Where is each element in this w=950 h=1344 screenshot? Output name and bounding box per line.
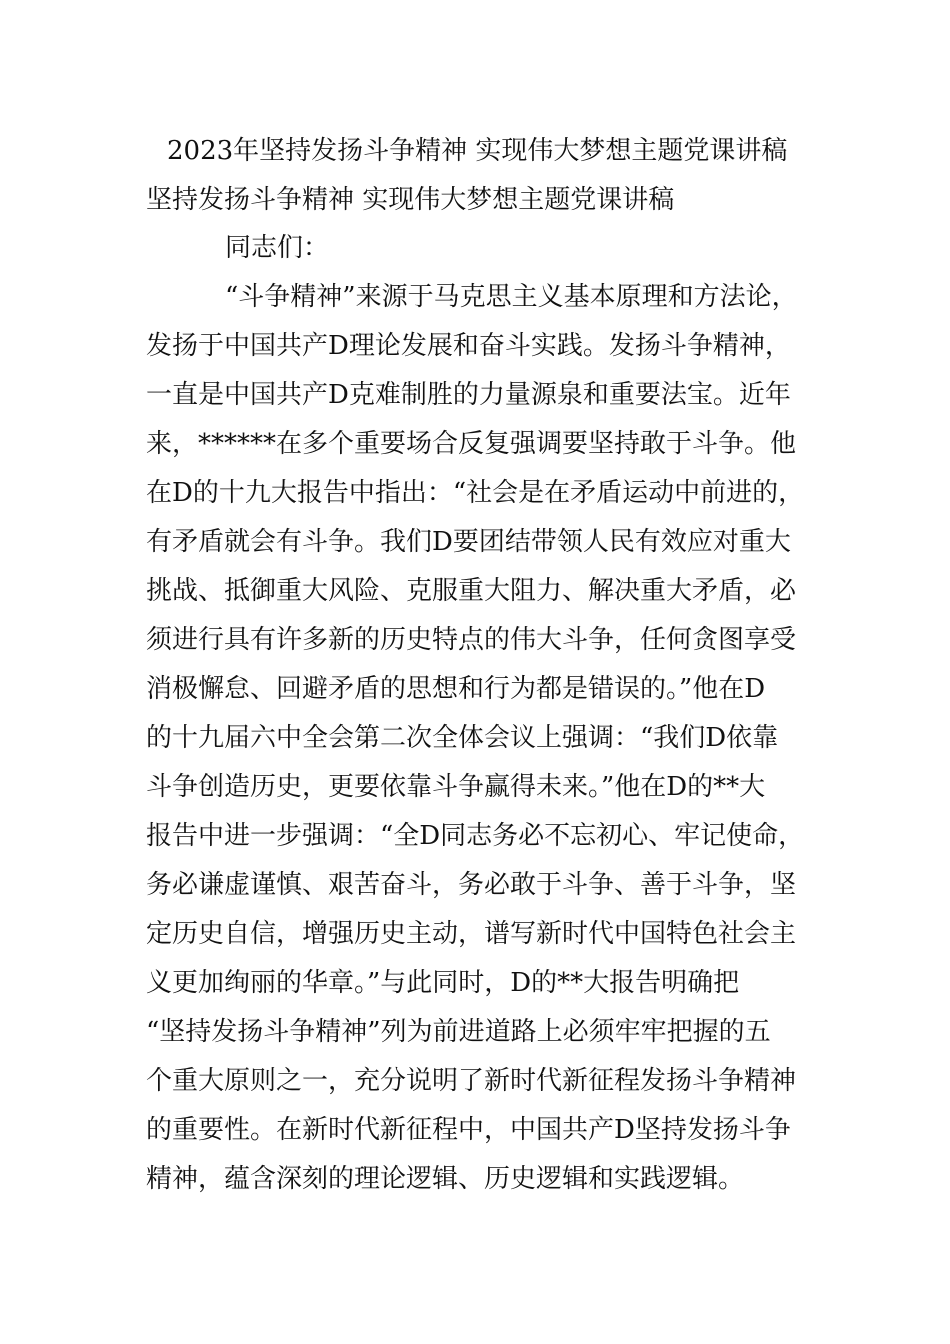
- body-line: 报告中进一步强调：“全D同志务必不忘初心、牢记使命，: [146, 821, 805, 851]
- body-line: 挑战、抵御重大风险、克服重大阻力、解决重大矛盾，必: [146, 576, 797, 606]
- body-line: 个重大原则之一，充分说明了新时代新征程发扬斗争精神: [146, 1066, 797, 1096]
- body-line: 有矛盾就会有斗争。我们D要团结带领人民有效应对重大: [146, 527, 791, 557]
- body-line: “坚持发扬斗争精神”列为前进道路上必须牢牢把握的五: [146, 1017, 771, 1047]
- body-line: 务必谦虚谨慎、艰苦奋斗，务必敢于斗争、善于斗争，坚: [146, 870, 797, 900]
- body-line: 消极懈怠、回避矛盾的思想和行为都是错误的。”他在D: [146, 674, 766, 704]
- body-line: 发扬于中国共产D理论发展和奋斗实践。发扬斗争精神，: [146, 331, 791, 361]
- body-line: 在D的十九大报告中指出：“社会是在矛盾运动中前进的，: [146, 478, 805, 508]
- body-line: 的十九届六中全会第二次全体会议上强调：“我们D依靠: [146, 723, 779, 753]
- body-line: 须进行具有许多新的历史特点的伟大斗争，任何贪图享受: [146, 625, 797, 655]
- body-line: 的重要性。在新时代新征程中，中国共产D坚持发扬斗争: [146, 1115, 791, 1145]
- body-line: 一直是中国共产D克难制胜的力量源泉和重要法宝。近年: [146, 380, 791, 410]
- body-line: 义更加绚丽的华章。”与此同时，D的**大报告明确把: [146, 968, 740, 998]
- greeting: 同志们：: [225, 233, 330, 263]
- body-line: “斗争精神”来源于马克思主义基本原理和方法论，: [225, 282, 798, 312]
- body-line: 来，******在多个重要场合反复强调要坚持敢于斗争。他: [146, 429, 797, 459]
- body-line: 精神，蕴含深刻的理论逻辑、历史逻辑和实践逻辑。: [146, 1164, 745, 1194]
- body-line: 定历史自信，增强历史主动，谱写新时代中国特色社会主: [146, 919, 797, 949]
- document-subtitle: 坚持发扬斗争精神 实现伟大梦想主题党课讲稿: [146, 185, 675, 215]
- document-title: 2023年坚持发扬斗争精神 实现伟大梦想主题党课讲稿: [167, 136, 788, 166]
- body-line: 斗争创造历史，更要依靠斗争赢得未来。”他在D的**大: [146, 772, 766, 802]
